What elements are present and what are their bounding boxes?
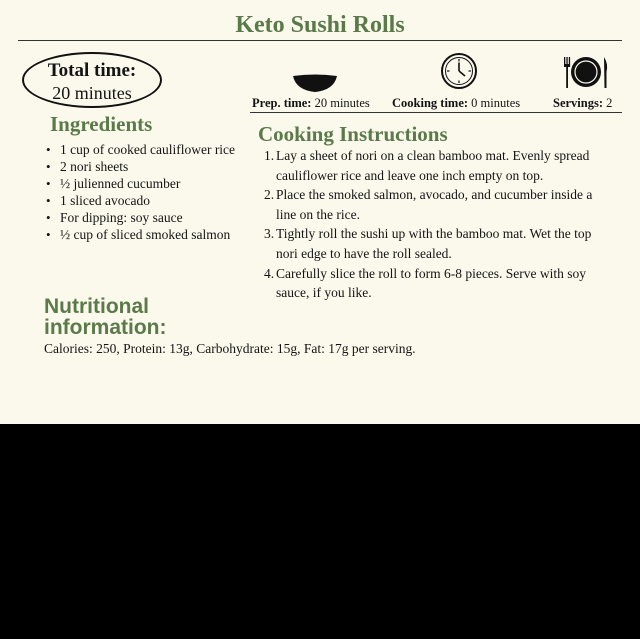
nutrition-heading: [44, 296, 166, 338]
bowl-icon: [290, 70, 340, 94]
instruction-step: [264, 146, 614, 185]
ingredient-item: • ½ julienned cucumber: [44, 175, 254, 192]
nutrition-text: Calories: 250, Protein: 13g, Carbohydrate: 15g, Fat: 17g per serving.: [44, 341, 416, 356]
total-time-badge: [22, 52, 162, 108]
instructions-heading: Cooking Instructions: [258, 122, 448, 146]
ingredient-item: • ½ cup of sliced smoked salmon: [44, 226, 254, 243]
step-text: Lay a sheet of nori on a clean bamboo mat. Evenly spread cauliflower rice and leave one inch empty on top.: [276, 148, 590, 183]
ingredient-item: • 1 sliced avocado: [44, 192, 254, 209]
nutrition-heading-line1: Nutritional: [44, 295, 149, 318]
step-number: 3.: [264, 226, 275, 242]
blank-area: [0, 424, 640, 639]
instructions-list: [264, 146, 614, 303]
step-number: 2.: [264, 187, 275, 203]
title-divider: [18, 40, 622, 41]
instruction-step: [264, 264, 614, 303]
instruction-step: [264, 224, 614, 263]
nutrition-heading-line2: information:: [44, 316, 167, 339]
step-number: 1.: [264, 148, 275, 163]
ingredient-item: • 1 cup of cooked cauliflower rice: [44, 141, 254, 158]
servings-value: 2: [603, 96, 613, 110]
cooking-time-value: 0 minutes: [468, 96, 521, 110]
plate-with-cutlery-icon: [562, 54, 610, 90]
prep-time: [252, 96, 370, 111]
ingredient-item: • 2 nori sheets: [44, 158, 254, 175]
prep-time-value: 20 minutes: [311, 96, 370, 110]
step-text: Tightly roll the sushi up with the bamboo mat. Wet the top nori edge to have the roll sealed.: [276, 226, 592, 261]
servings: [553, 96, 612, 111]
meta-divider: [250, 112, 622, 113]
instruction-step: [264, 185, 614, 224]
total-time-value: 20 minutes: [52, 83, 132, 103]
ingredient-item: • For dipping: soy sauce: [44, 209, 254, 226]
total-time-label: Total time:: [47, 60, 137, 81]
cooking-time-label: Cooking time:: [392, 96, 469, 110]
recipe-title: Keto Sushi Rolls: [235, 12, 405, 38]
servings-label: Servings:: [553, 96, 603, 110]
cooking-time: [392, 96, 520, 111]
step-text: Carefully slice the roll to form 6-8 pieces. Serve with soy sauce, if you like.: [276, 265, 587, 301]
prep-time-label: Prep. time:: [252, 96, 312, 110]
step-text: Place the smoked salmon, avocado, and cucumber inside a line on the rice.: [276, 187, 593, 222]
clock-icon: [440, 52, 478, 90]
step-number: 4.: [264, 265, 275, 281]
ingredients-list: [44, 141, 254, 243]
ingredients-heading: Ingredients: [50, 112, 153, 136]
